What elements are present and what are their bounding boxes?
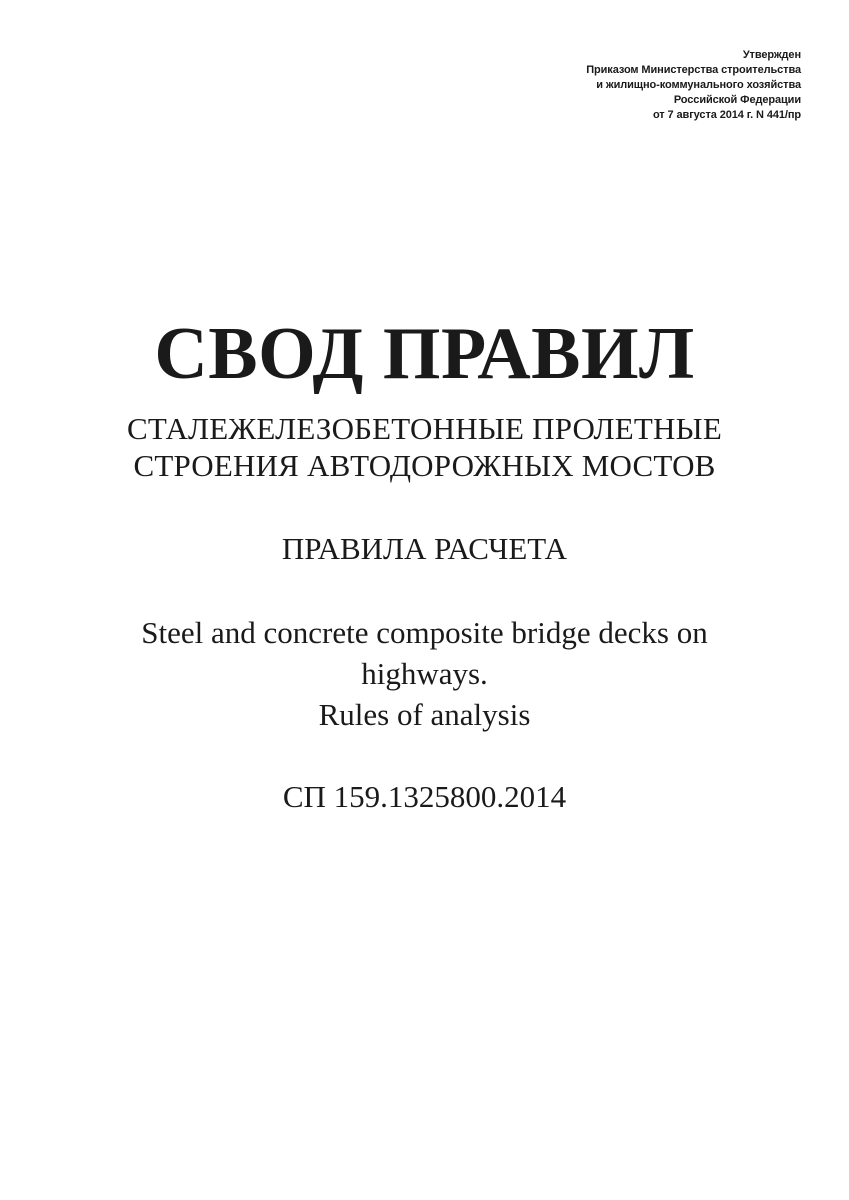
english-line: highways.: [361, 656, 488, 691]
english-title: [0, 612, 849, 735]
document-code: СП 159.1325800.2014: [282, 779, 567, 814]
document-subtitle: [0, 410, 849, 484]
document-title: СВОД ПРАВИЛ: [154, 313, 695, 395]
approval-line: Российской Федерации: [673, 94, 801, 106]
english-line: Rules of analysis: [318, 697, 531, 732]
approval-line: от 7 августа 2014 г. N 441/пр: [652, 109, 801, 121]
subtitle-line: СТАЛЕЖЕЛЕЗОБЕТОННЫЕ ПРОЛЕТНЫЕ: [126, 411, 723, 446]
approval-block: [586, 48, 801, 123]
english-line: Steel and concrete composite bridge decks on: [141, 615, 708, 650]
approval-line: Утвержден: [742, 49, 801, 61]
rules-title: ПРАВИЛА РАСЧЕТА: [281, 531, 568, 566]
approval-line: и жилищно-коммунального хозяйства: [596, 79, 801, 91]
subtitle-line: СТРОЕНИЯ АВТОДОРОЖНЫХ МОСТОВ: [133, 448, 716, 483]
approval-line: Приказом Министерства строительства: [586, 64, 801, 76]
